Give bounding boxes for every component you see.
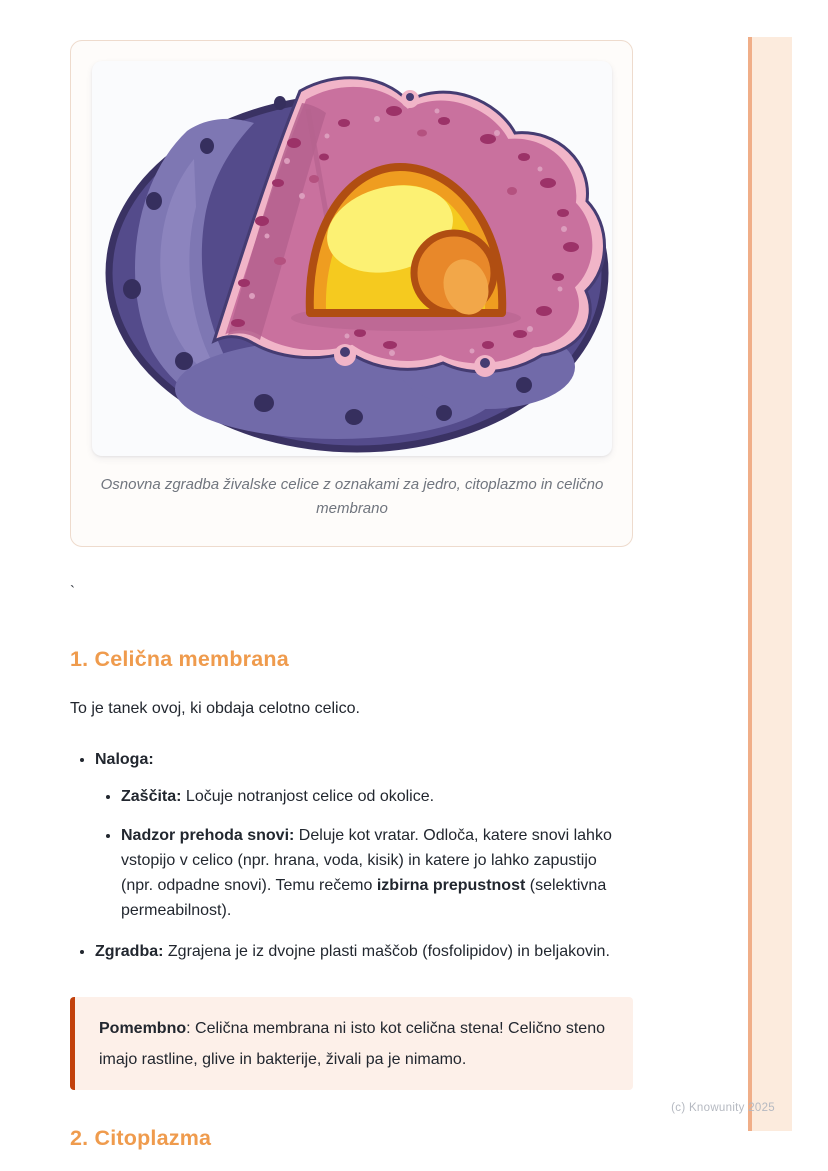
naloga-sublist <box>95 784 633 923</box>
stray-backtick: ` <box>70 583 75 600</box>
membrane-list <box>70 747 633 964</box>
naloga-label: Naloga: <box>95 751 154 768</box>
figure-caption: Osnovna zgradba živalske celice z oznakami za jedro, citoplazmo in celično membrano <box>100 476 604 517</box>
list-item-zascita: • Zaščita: Ločuje notranjost celice od okolice. <box>121 784 633 809</box>
intro-paragraph: To je tanek ovoj, ki obdaja celotno celico. <box>70 700 360 717</box>
list-item-naloga <box>95 747 633 923</box>
list-item-zgradba: • Zgradba: Zgrajena je iz dvojne plasti maščob (fosfolipidov) in beljakovin. <box>95 939 633 964</box>
callout-text: Pomembno: Celična membrana ni isto kot celična stena! Celično steno imajo rastline, glive in bakterije, živali pa je nimamo. <box>99 1020 605 1068</box>
list-item-nadzor: • Nadzor prehoda snovi: Deluje kot vratar. Odloča, katere snovi lahko vstopijo v celico (npr. hrana, voda, kisik) in katere jo lahko zapustijo (npr. odpadne snovi). Temu rečemo izbirna prepustnost (selektivna permeabilnost). <box>121 823 633 923</box>
animal-cell-illustration <box>92 61 612 456</box>
footer-credit: (c) Knowunity 2025 <box>671 1102 775 1114</box>
figure-card <box>70 40 633 547</box>
section-heading-citoplazma: 2. Citoplazma <box>70 1126 212 1150</box>
important-callout <box>70 997 633 1090</box>
figure-image-panel <box>92 61 612 456</box>
decorative-right-stripe <box>748 37 792 1131</box>
document-body <box>70 40 633 1151</box>
section-heading-membrane: 1. Celična membrana <box>70 647 289 671</box>
